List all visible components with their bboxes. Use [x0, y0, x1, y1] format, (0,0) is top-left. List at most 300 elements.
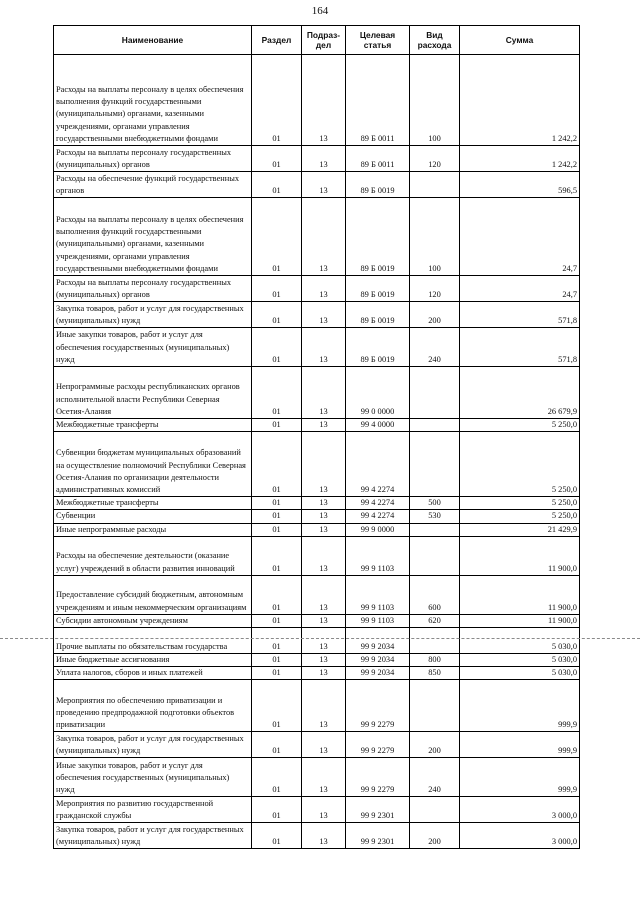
table-row [54, 497, 580, 510]
row-subsection-text: 13 [319, 159, 328, 169]
row-subsection [302, 680, 346, 732]
row-target-text: 99 4 2274 [360, 511, 395, 521]
row-name-text: Расходы на выплаты персоналу государственных (муниципальных) органов [56, 147, 232, 169]
row-name-text: Уплата налогов, сборов и иных платежей [56, 668, 203, 678]
row-target-text: 89 Б 0011 [360, 133, 395, 143]
row-amount-text: 5 250,0 [551, 511, 577, 521]
table-row [54, 628, 580, 654]
row-target [346, 523, 410, 536]
row-target [346, 758, 410, 797]
row-amount [460, 276, 580, 302]
table-row [54, 536, 580, 575]
row-expense-type [410, 536, 460, 575]
row-target [346, 276, 410, 302]
table-row [54, 797, 580, 823]
row-name-text: Иные закупки товаров, работ и услуг для обеспечения государственных (муниципальных) нужд [56, 330, 230, 364]
row-target-text: 99 9 0000 [360, 524, 395, 534]
row-subsection-text: 13 [319, 615, 328, 625]
row-section-text: 01 [272, 720, 281, 730]
fold-line [0, 638, 640, 639]
row-target-text: 99 9 1103 [360, 602, 395, 612]
row-expense-type-text: 620 [428, 615, 441, 625]
row-expense-type [410, 302, 460, 328]
row-name [54, 732, 252, 758]
row-expense-type [410, 419, 460, 432]
row-amount-text: 5 030,0 [551, 655, 577, 665]
row-expense-type-text: 100 [428, 263, 441, 273]
row-amount [460, 55, 580, 146]
header-target: Целевая статья [346, 26, 410, 55]
row-target [346, 667, 410, 680]
row-section-text: 01 [272, 420, 281, 429]
row-name [54, 575, 252, 614]
row-name [54, 367, 252, 419]
row-section-text: 01 [272, 185, 281, 195]
row-target [346, 432, 410, 497]
row-section-text: 01 [272, 354, 281, 364]
row-target-text: 99 9 1103 [360, 615, 395, 625]
row-amount [460, 758, 580, 797]
table-row [54, 172, 580, 198]
row-section [252, 667, 302, 680]
row-section [252, 55, 302, 146]
row-subsection-text: 13 [319, 837, 328, 847]
row-subsection-text: 13 [319, 655, 328, 665]
row-amount [460, 614, 580, 627]
row-name [54, 654, 252, 667]
row-subsection [302, 146, 346, 172]
row-amount [460, 575, 580, 614]
row-name [54, 614, 252, 627]
row-amount-text: 3 000,0 [551, 811, 577, 821]
row-name-text: Непрограммные расходы республиканских органов исполнительной власти Республики Северная Осетия-Алания [56, 382, 240, 416]
table-row [54, 146, 580, 172]
table-row [54, 575, 580, 614]
row-subsection [302, 432, 346, 497]
row-expense-type [410, 523, 460, 536]
row-amount [460, 510, 580, 523]
row-amount [460, 172, 580, 198]
row-amount-text: 571,8 [558, 315, 577, 325]
row-expense-type [410, 667, 460, 680]
row-expense-type-text: 530 [428, 511, 441, 521]
row-subsection [302, 797, 346, 823]
row-amount-text: 11 900,0 [547, 563, 577, 573]
row-expense-type [410, 172, 460, 198]
row-name [54, 302, 252, 328]
row-subsection [302, 367, 346, 419]
page-number: 164 [311, 5, 329, 17]
row-subsection [302, 302, 346, 328]
row-target-text: 99 9 2279 [360, 746, 395, 756]
row-section-text: 01 [272, 811, 281, 821]
row-target-text: 99 9 2034 [360, 655, 395, 665]
row-name-text: Прочие выплаты по обязательствам государства [56, 641, 228, 651]
row-name [54, 667, 252, 680]
row-section-text: 01 [272, 263, 281, 273]
row-expense-type-text: 120 [428, 159, 441, 169]
row-subsection [302, 536, 346, 575]
row-amount [460, 497, 580, 510]
row-amount-text: 999,9 [558, 785, 577, 795]
row-target-text: 99 9 1103 [360, 563, 395, 573]
row-amount-text: 24,7 [562, 263, 577, 273]
row-section-text: 01 [272, 511, 281, 521]
row-expense-type [410, 328, 460, 367]
row-name [54, 497, 252, 510]
budget-table [53, 25, 580, 849]
row-expense-type [410, 146, 460, 172]
row-amount [460, 523, 580, 536]
row-section [252, 198, 302, 276]
row-target [346, 536, 410, 575]
row-name-text: Иные бюджетные ассигнования [56, 655, 170, 665]
header-name: Наименование [54, 26, 252, 55]
table-row [54, 667, 580, 680]
row-amount-text: 5 030,0 [551, 641, 577, 651]
table-row [54, 276, 580, 302]
row-subsection-text: 13 [319, 133, 328, 143]
row-target-text: 89 Б 0019 [360, 289, 395, 299]
table-row [54, 732, 580, 758]
row-subsection-text: 13 [319, 485, 328, 494]
row-target-text: 99 4 2274 [360, 485, 395, 494]
row-name-text: Предоставление субсидий бюджетным, автономным учреждениям и иным некоммерческим организациям [56, 590, 247, 612]
row-section [252, 536, 302, 575]
row-amount-text: 999,9 [558, 720, 577, 730]
row-name [54, 758, 252, 797]
row-expense-type [410, 276, 460, 302]
row-subsection [302, 654, 346, 667]
row-section [252, 146, 302, 172]
row-target [346, 367, 410, 419]
row-subsection [302, 510, 346, 523]
row-subsection [302, 732, 346, 758]
row-amount [460, 680, 580, 732]
row-amount [460, 432, 580, 497]
row-name-text: Закупка товаров, работ и услуг для государственных (муниципальных) нужд [56, 303, 244, 325]
row-amount [460, 419, 580, 432]
row-target-text: 99 4 2274 [360, 498, 395, 508]
row-amount-text: 11 900,0 [547, 615, 577, 625]
row-name [54, 432, 252, 497]
row-amount [460, 797, 580, 823]
row-amount [460, 146, 580, 172]
row-section-text: 01 [272, 406, 281, 416]
row-target-text: 89 Б 0019 [360, 315, 395, 325]
row-target [346, 575, 410, 614]
row-name-text: Закупка товаров, работ и услуг для государственных (муниципальных) нужд [56, 825, 244, 847]
row-expense-type-text: 200 [428, 746, 441, 756]
row-expense-type-text: 240 [428, 785, 441, 795]
row-target-text: 89 Б 0019 [360, 263, 395, 273]
row-section-text: 01 [272, 159, 281, 169]
row-expense-type [410, 614, 460, 627]
row-section-text: 01 [272, 524, 281, 534]
row-subsection-text: 13 [319, 289, 328, 299]
row-expense-type-text: 800 [428, 655, 441, 665]
row-subsection [302, 198, 346, 276]
row-subsection-text: 13 [319, 785, 328, 795]
row-section [252, 575, 302, 614]
row-subsection-text: 13 [319, 746, 328, 756]
header-amount: Сумма [460, 26, 580, 55]
row-expense-type-text: 120 [428, 289, 441, 299]
header-expense-type: Вид расхода [410, 26, 460, 55]
row-section-text: 01 [272, 655, 281, 665]
row-name-text: Иные непрограммные расходы [56, 524, 167, 534]
row-subsection-text: 13 [319, 498, 328, 508]
row-target-text: 99 0 0000 [360, 406, 395, 416]
row-expense-type-text: 240 [428, 354, 441, 364]
row-amount [460, 198, 580, 276]
row-amount [460, 628, 580, 654]
row-section [252, 654, 302, 667]
row-name [54, 328, 252, 367]
row-target-text: 89 Б 0019 [360, 185, 395, 195]
row-target [346, 510, 410, 523]
row-name [54, 510, 252, 523]
row-section-text: 01 [272, 668, 281, 678]
row-name [54, 680, 252, 732]
row-name-text: Мероприятия по развитию государственной гражданской службы [56, 799, 214, 821]
table-row [54, 198, 580, 276]
row-name [54, 276, 252, 302]
table-row [54, 680, 580, 732]
row-amount [460, 732, 580, 758]
row-amount [460, 328, 580, 367]
row-section [252, 172, 302, 198]
row-section-text: 01 [272, 641, 281, 651]
row-target [346, 146, 410, 172]
row-subsection-text: 13 [319, 524, 328, 534]
row-target [346, 497, 410, 510]
row-amount-text: 596,5 [558, 185, 577, 195]
row-amount-text: 5 250,0 [551, 420, 577, 429]
row-subsection-text: 13 [319, 354, 328, 364]
row-expense-type [410, 732, 460, 758]
row-section [252, 302, 302, 328]
row-expense-type-text: 200 [428, 315, 441, 325]
row-subsection-text: 13 [319, 720, 328, 730]
row-name-text: Мероприятия по обеспечению приватизации и проведению предпродажной подготовки объектов приватизации [56, 695, 235, 730]
row-amount [460, 823, 580, 849]
row-section-text: 01 [272, 485, 281, 494]
row-name [54, 198, 252, 276]
row-name [54, 172, 252, 198]
row-name-text: Расходы на выплаты персоналу в целях обеспечения выполнения функций государственными (муниципальными) органами, казенными учреждениями, органами управления государственными внебюджетными фондами [56, 84, 244, 143]
row-expense-type-text: 200 [428, 837, 441, 847]
row-subsection-text: 13 [319, 263, 328, 273]
table-row [54, 614, 580, 627]
row-expense-type-text: 850 [428, 668, 441, 678]
row-subsection-text: 13 [319, 563, 328, 573]
table-row [54, 302, 580, 328]
row-target-text: 99 9 2301 [360, 811, 395, 821]
row-expense-type [410, 198, 460, 276]
row-section [252, 614, 302, 627]
row-expense-type [410, 823, 460, 849]
row-subsection-text: 13 [319, 668, 328, 678]
row-amount-text: 3 000,0 [551, 837, 577, 847]
row-subsection [302, 823, 346, 849]
row-section [252, 823, 302, 849]
row-subsection-text: 13 [319, 420, 328, 429]
row-name [54, 146, 252, 172]
row-section [252, 732, 302, 758]
row-subsection [302, 758, 346, 797]
row-subsection [302, 614, 346, 627]
row-expense-type [410, 510, 460, 523]
row-subsection [302, 575, 346, 614]
table-row [54, 432, 580, 497]
row-target-text: 99 9 2279 [360, 720, 395, 730]
row-section-text: 01 [272, 133, 281, 143]
row-target [346, 680, 410, 732]
table-row [54, 328, 580, 367]
row-name [54, 523, 252, 536]
row-name-text: Межбюджетные трансферты [56, 420, 159, 429]
row-subsection [302, 172, 346, 198]
row-section-text: 01 [272, 746, 281, 756]
row-amount-text: 5 250,0 [551, 485, 577, 494]
row-subsection [302, 628, 346, 654]
row-section [252, 758, 302, 797]
row-section-text: 01 [272, 289, 281, 299]
header-row [54, 26, 580, 55]
row-amount-text: 21 429,9 [547, 524, 577, 534]
row-subsection [302, 55, 346, 146]
row-expense-type [410, 55, 460, 146]
row-name [54, 797, 252, 823]
row-subsection [302, 328, 346, 367]
row-target-text: 99 9 2279 [360, 785, 395, 795]
row-expense-type [410, 680, 460, 732]
row-target [346, 797, 410, 823]
row-amount [460, 536, 580, 575]
row-name-text: Субсидии автономным учреждениям [56, 615, 188, 625]
row-expense-type-text: 100 [428, 133, 441, 143]
row-target [346, 732, 410, 758]
row-target [346, 419, 410, 432]
row-name-text: Расходы на выплаты персоналу государственных (муниципальных) органов [56, 277, 232, 299]
row-name-text: Расходы на обеспечение функций государственных органов [56, 173, 240, 195]
row-section-text: 01 [272, 563, 281, 573]
row-target [346, 198, 410, 276]
row-expense-type [410, 497, 460, 510]
row-section [252, 328, 302, 367]
row-name-text: Расходы на обеспечение деятельности (оказание услуг) учреждений в области развития инноваций [56, 551, 235, 573]
table-row [54, 823, 580, 849]
row-expense-type [410, 797, 460, 823]
row-subsection-text: 13 [319, 641, 328, 651]
row-section-text: 01 [272, 602, 281, 612]
row-target [346, 614, 410, 627]
table-row [54, 523, 580, 536]
row-name-text: Субвенции бюджетам муниципальных образований на осуществление полномочий Республики Северная Осетия-Алания по организации деятельности административных комиссий [56, 448, 246, 494]
row-amount-text: 5 030,0 [551, 668, 577, 678]
row-expense-type-text: 500 [428, 498, 441, 508]
row-subsection-text: 13 [319, 511, 328, 521]
row-amount-text: 26 679,9 [547, 406, 577, 416]
row-amount [460, 654, 580, 667]
row-subsection [302, 497, 346, 510]
header-subsection: Подраз-дел [302, 26, 346, 55]
row-amount-text: 24,7 [562, 289, 577, 299]
row-subsection [302, 523, 346, 536]
row-expense-type [410, 654, 460, 667]
row-name [54, 419, 252, 432]
row-name-text: Иные закупки товаров, работ и услуг для обеспечения государственных (муниципальных) нужд [56, 760, 230, 795]
row-expense-type [410, 628, 460, 654]
row-target-text: 99 9 2301 [360, 837, 395, 847]
row-section [252, 367, 302, 419]
row-section-text: 01 [272, 315, 281, 325]
row-subsection-text: 13 [319, 406, 328, 416]
row-expense-type-text: 600 [428, 602, 441, 612]
row-amount-text: 11 900,0 [547, 602, 577, 612]
row-subsection [302, 419, 346, 432]
row-amount [460, 367, 580, 419]
row-name-text: Межбюджетные трансферты [56, 498, 159, 508]
row-name [54, 823, 252, 849]
row-target-text: 99 4 0000 [360, 420, 395, 429]
row-name-text: Расходы на выплаты персоналу в целях обеспечения выполнения функций государственными (муниципальными) органами, казенными учреждениями, органами управления государственными внебюджетными фондами [56, 214, 244, 273]
row-target [346, 55, 410, 146]
row-target-text: 99 9 2034 [360, 668, 395, 678]
row-target-text: 99 9 2034 [360, 641, 395, 651]
table-row [54, 654, 580, 667]
table-row [54, 419, 580, 432]
row-amount [460, 302, 580, 328]
row-section [252, 523, 302, 536]
row-section [252, 510, 302, 523]
row-amount-text: 5 250,0 [551, 498, 577, 508]
row-target-text: 89 Б 0011 [360, 159, 395, 169]
row-expense-type [410, 758, 460, 797]
table-row [54, 758, 580, 797]
table-row [54, 55, 580, 146]
row-target [346, 328, 410, 367]
row-expense-type [410, 367, 460, 419]
row-subsection-text: 13 [319, 185, 328, 195]
row-section-text: 01 [272, 837, 281, 847]
row-subsection-text: 13 [319, 315, 328, 325]
row-section [252, 628, 302, 654]
row-section [252, 680, 302, 732]
row-target [346, 628, 410, 654]
row-subsection [302, 667, 346, 680]
row-amount [460, 667, 580, 680]
table-row [54, 510, 580, 523]
row-target [346, 654, 410, 667]
row-name-text: Субвенции [56, 511, 96, 521]
row-section [252, 419, 302, 432]
row-target-text: 89 Б 0019 [360, 354, 395, 364]
row-name [54, 55, 252, 146]
row-section [252, 276, 302, 302]
row-name [54, 628, 252, 654]
row-name-text: Закупка товаров, работ и услуг для государственных (муниципальных) нужд [56, 734, 244, 756]
row-target [346, 172, 410, 198]
row-subsection-text: 13 [319, 602, 328, 612]
row-amount-text: 1 242,2 [551, 159, 577, 169]
row-amount-text: 999,9 [558, 746, 577, 756]
row-expense-type [410, 575, 460, 614]
row-section [252, 432, 302, 497]
row-amount-text: 571,8 [558, 354, 577, 364]
row-amount-text: 1 242,2 [551, 133, 577, 143]
